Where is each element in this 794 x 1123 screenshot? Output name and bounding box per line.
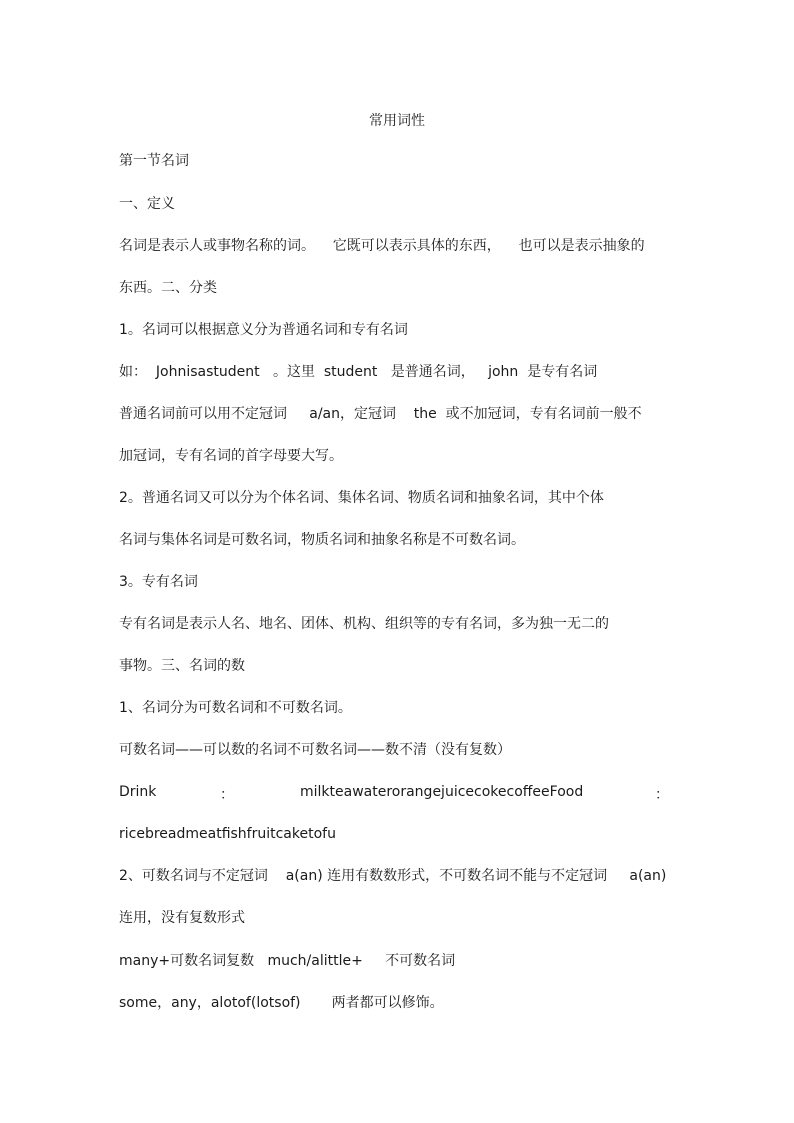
paragraph-line: 2。普通名词又可以分为个体名词、集体名词、物质名词和抽象名词，其中个体 <box>119 490 604 506</box>
drink-items: milkteawaterorangejuicecokecoffeeFood <box>300 784 584 800</box>
paragraph-line: 专有名词是表示人名、地名、团体、机构、组织等的专有名词，多为独一无二的 <box>119 616 609 632</box>
paragraph-line: 1。名词可以根据意义分为普通名词和专有名词 <box>119 322 408 338</box>
paragraph-line: some，any，alotof(lotsof) 两者都可以修饰。 <box>119 995 444 1011</box>
paragraph-line: 事物。三、名词的数 <box>119 658 245 674</box>
paragraph-line: ricebreadmeatfishfruitcaketofu <box>119 826 336 842</box>
paragraph-line: 如： Johnisastudent 。这里 student 是普通名词， john 是专有名词 <box>119 364 598 380</box>
drink-row <box>119 784 794 804</box>
document-title: 常用词性 <box>369 113 425 129</box>
subheading-definition: 一、定义 <box>119 196 175 212</box>
paragraph-line: 1、名词分为可数名词和不可数名词。 <box>119 700 352 716</box>
paragraph-line: 普通名词前可以用不定冠词 a/an，定冠词 the 或不加冠词，专有名词前一般不 <box>119 406 642 422</box>
drink-colon: ： <box>220 787 234 803</box>
food-colon: ： <box>655 787 669 803</box>
section-heading: 第一节名词 <box>119 153 189 169</box>
paragraph-line: 可数名词——可以数的名词不可数名词——数不清（没有复数） <box>119 742 511 758</box>
paragraph-line: 名词与集体名词是可数名词，物质名词和抽象名称是不可数名词。 <box>119 532 525 548</box>
paragraph-line: 3。专有名词 <box>119 574 198 590</box>
paragraph-line: 名词是表示人或事物名称的词。 它既可以表示具体的东西， 也可以是表示抽象的 <box>119 238 645 254</box>
paragraph-line: 2、可数名词与不定冠词 a(an) 连用有数数形式，不可数名词不能与不定冠词 a(an) <box>119 868 667 884</box>
paragraph-line: 东西。二、分类 <box>119 280 217 296</box>
paragraph-line: 加冠词，专有名词的首字母要大写。 <box>119 448 343 464</box>
paragraph-line: many+可数名词复数 much/alittle+ 不可数名词 <box>119 953 456 969</box>
drink-label: Drink <box>119 784 157 800</box>
paragraph-line: 连用，没有复数形式 <box>119 910 245 926</box>
